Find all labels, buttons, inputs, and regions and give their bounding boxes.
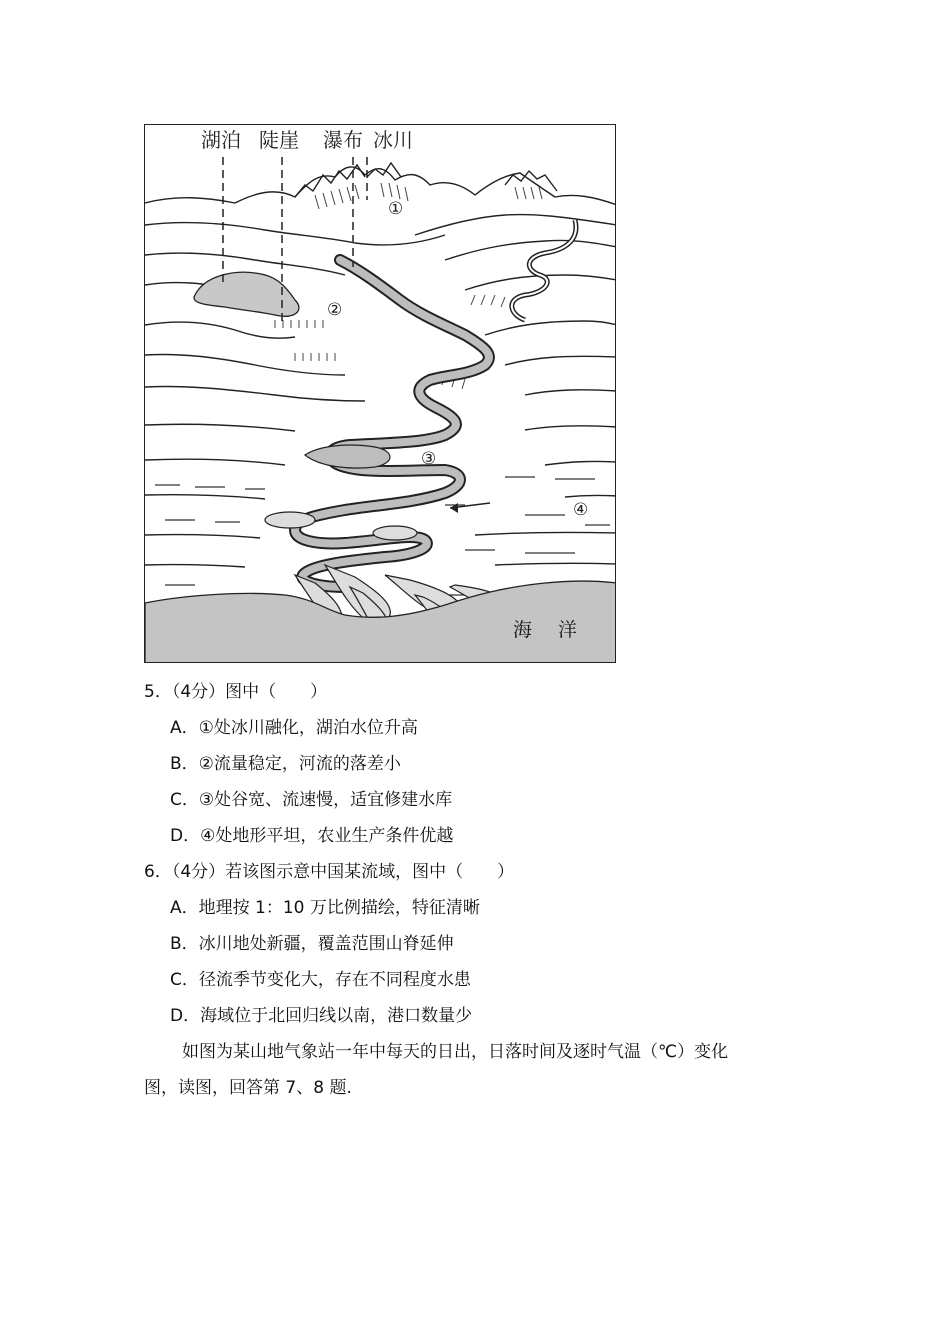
option-letter: B． bbox=[170, 934, 199, 954]
label-lake: 湖泊 bbox=[201, 128, 241, 152]
marker-2: ② bbox=[327, 300, 343, 320]
option-text: ④处地形平坦，农业生产条件优越 bbox=[200, 826, 454, 846]
option-text: 冰川地处新疆，覆盖范围山脊延伸 bbox=[198, 934, 454, 954]
landscape-illustration bbox=[145, 125, 616, 663]
lake-shape bbox=[194, 272, 299, 316]
option-letter: C． bbox=[170, 970, 199, 990]
option-letter: D． bbox=[170, 1006, 201, 1026]
tributary-outline bbox=[512, 220, 576, 320]
question-5-stem bbox=[144, 681, 327, 703]
option-text: 地理按 1：10 万比例描绘，特征清晰 bbox=[198, 898, 480, 918]
question-6-stem bbox=[144, 861, 514, 883]
question-text: （4分）若该图示意中国某流域，图中（ ） bbox=[171, 862, 515, 882]
question-number: 6． bbox=[144, 862, 172, 882]
marker-4: ④ bbox=[573, 500, 589, 520]
oxbow-lake bbox=[305, 445, 390, 468]
option-text: ①处冰川融化，湖泊水位升高 bbox=[198, 718, 418, 738]
option-text: 海域位于北回归线以南，港口数量少 bbox=[200, 1006, 473, 1026]
question-5-option-c bbox=[170, 789, 452, 811]
label-cliff: 陡崖 bbox=[259, 128, 299, 152]
option-text: ③处谷宽、流速慢，适宜修建水库 bbox=[198, 790, 453, 810]
marker-1: ① bbox=[388, 199, 404, 219]
option-text: 径流季节变化大，存在不同程度水患 bbox=[198, 970, 471, 990]
intro-paragraph-line-2: 图，读图，回答第 7、8 题. bbox=[144, 1078, 352, 1098]
intro-paragraph-line-1: 如图为某山地气象站一年中每天的日出，日落时间及逐时气温（℃）变化 bbox=[182, 1042, 729, 1062]
question-5-option-a bbox=[170, 717, 418, 739]
question-6-option-a bbox=[170, 897, 480, 919]
option-text: ②流量稳定，河流的落差小 bbox=[198, 754, 401, 774]
river-landscape-figure bbox=[144, 124, 616, 663]
question-6-option-d bbox=[170, 1005, 472, 1027]
tributary-course bbox=[512, 220, 576, 320]
label-glacier: 冰川 bbox=[373, 128, 413, 152]
option-letter: A． bbox=[170, 898, 199, 918]
question-6-option-c bbox=[170, 969, 471, 991]
option-letter: C． bbox=[170, 790, 199, 810]
option-letter: D． bbox=[170, 826, 201, 846]
marker-3: ③ bbox=[421, 449, 437, 469]
option-letter: B． bbox=[170, 754, 199, 774]
slope-hatching bbox=[275, 183, 542, 389]
option-letter: A． bbox=[170, 718, 199, 738]
question-text: （4分）图中（ ） bbox=[171, 682, 328, 702]
question-number: 5． bbox=[144, 682, 172, 702]
question-5-option-d bbox=[170, 825, 453, 847]
label-waterfall: 瀑布 bbox=[323, 128, 363, 152]
question-5-option-b bbox=[170, 753, 401, 775]
question-6-option-b bbox=[170, 933, 454, 955]
label-sea: 海 洋 bbox=[513, 619, 588, 641]
